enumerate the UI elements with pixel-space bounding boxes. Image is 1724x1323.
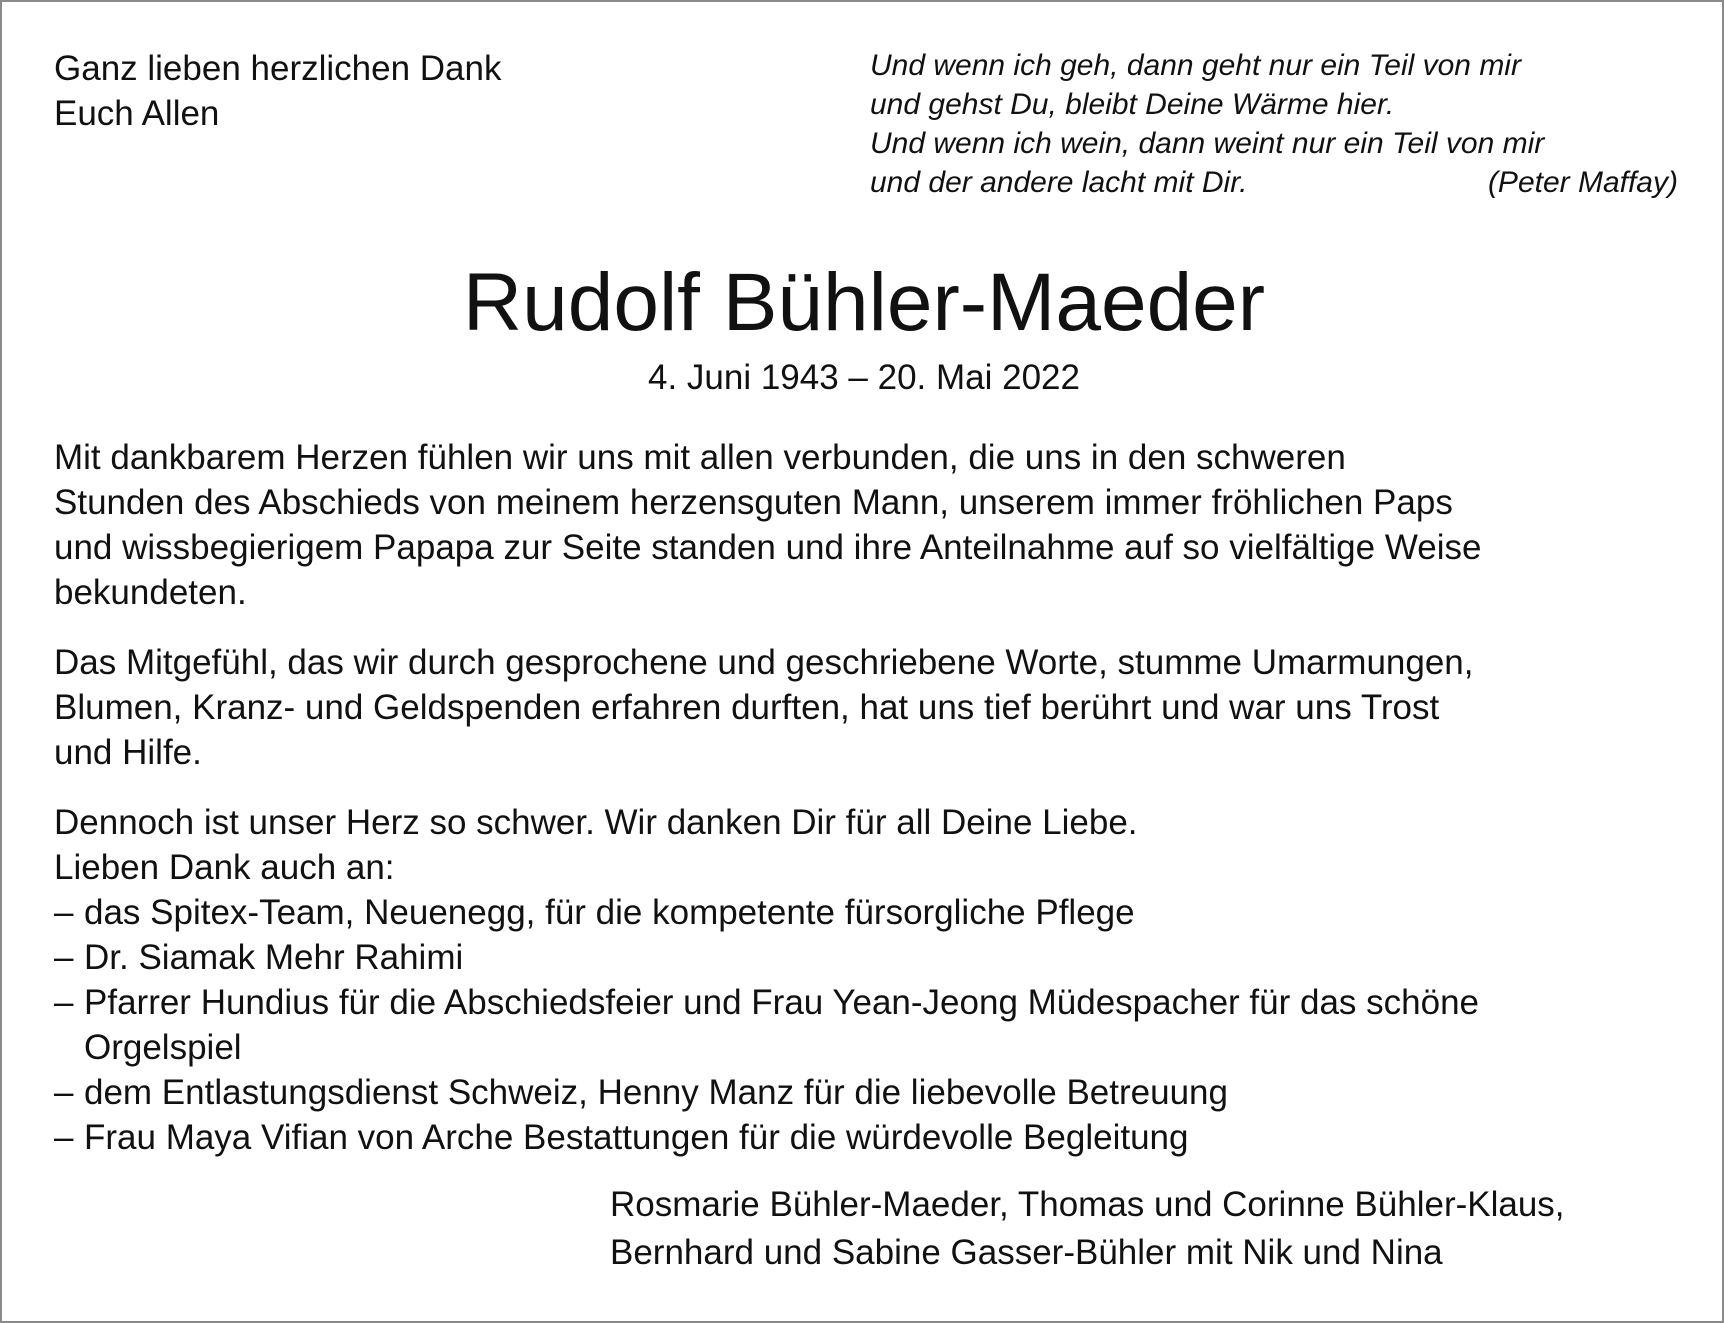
life-dates: 4. Juni 1943 – 20. Mai 2022 [648, 358, 1080, 397]
paragraph-line: und Hilfe. [54, 733, 202, 772]
greeting [54, 46, 501, 136]
list-item [54, 1115, 1694, 1160]
poem-attribution: (Peter Maffay) [1487, 166, 1678, 199]
dash-bullet: – [54, 938, 74, 977]
poem-quote [870, 46, 1678, 202]
thank-you-text [54, 435, 1694, 1160]
poem-line: und der andere lacht mit Dir. [870, 166, 1248, 199]
signature-line: Rosmarie Bühler-Maeder, Thomas und Corinne Bühler-Klaus, [610, 1185, 1565, 1224]
list-item [54, 1070, 1694, 1115]
poem-line: Und wenn ich geh, dann geht nur ein Teil von mir [870, 49, 1521, 82]
poem-last-row [870, 163, 1678, 202]
list-item-text: dem Entlastungsdienst Schweiz, Henny Manz für die liebevolle Betreuung [84, 1073, 1228, 1112]
paragraph-line: und wissbegierigem Papapa zur Seite standen und ihre Anteilnahme auf so vielfältige Weise [54, 528, 1482, 567]
list-item-text: das Spitex-Team, Neuenegg, für die kompetente fürsorgliche Pflege [84, 893, 1135, 932]
list-item-text: Frau Maya Vifian von Arche Bestattungen für die würdevolle Begleitung [84, 1118, 1189, 1157]
greeting-line: Ganz lieben herzlichen Dank [54, 49, 502, 88]
poem-line: und gehst Du, bleibt Deine Wärme hier. [870, 88, 1395, 121]
family-signature [610, 1181, 1565, 1277]
paragraph [54, 640, 1694, 775]
list-item-text: Dr. Siamak Mehr Rahimi [84, 938, 464, 977]
thanks-list [54, 890, 1694, 1160]
paragraph-line: Mit dankbarem Herzen fühlen wir uns mit allen verbunden, die uns in den schweren [54, 438, 1346, 477]
closing-line: Lieben Dank auch an: [54, 848, 395, 887]
signature-line: Bernhard und Sabine Gasser-Bühler mit Nik und Nina [610, 1233, 1443, 1272]
list-item [54, 980, 1694, 1070]
list-item-text: Pfarrer Hundius für die Abschiedsfeier und Frau Yean-Jeong Müdespacher für das schöne [84, 983, 1480, 1022]
paragraph-line: Blumen, Kranz- und Geldspenden erfahren durften, hat uns tief berührt und war uns Trost [54, 688, 1440, 727]
deceased-name: Rudolf Bühler-Maeder [462, 257, 1266, 348]
closing-line: Dennoch ist unser Herz so schwer. Wir danken Dir für all Deine Liebe. [54, 803, 1138, 842]
poem-line: Und wenn ich wein, dann weint nur ein Teil von mir [870, 127, 1545, 160]
list-item [54, 935, 1694, 980]
dash-bullet: – [54, 1073, 74, 1112]
paragraph-line: bekundeten. [54, 573, 247, 612]
dash-bullet: – [54, 983, 74, 1022]
greeting-line: Euch Allen [54, 94, 220, 133]
paragraph-line: Stunden des Abschieds von meinem herzensguten Mann, unserem immer fröhlichen Paps [54, 483, 1453, 522]
list-item-text: Orgelspiel [84, 1028, 242, 1067]
dash-bullet: – [54, 1118, 74, 1157]
closing-block [54, 800, 1694, 1160]
paragraph-line: Das Mitgefühl, das wir durch gesprochene und geschriebene Worte, stumme Umarmungen, [54, 643, 1474, 682]
list-item [54, 890, 1694, 935]
paragraph [54, 435, 1694, 615]
dash-bullet: – [54, 893, 74, 932]
